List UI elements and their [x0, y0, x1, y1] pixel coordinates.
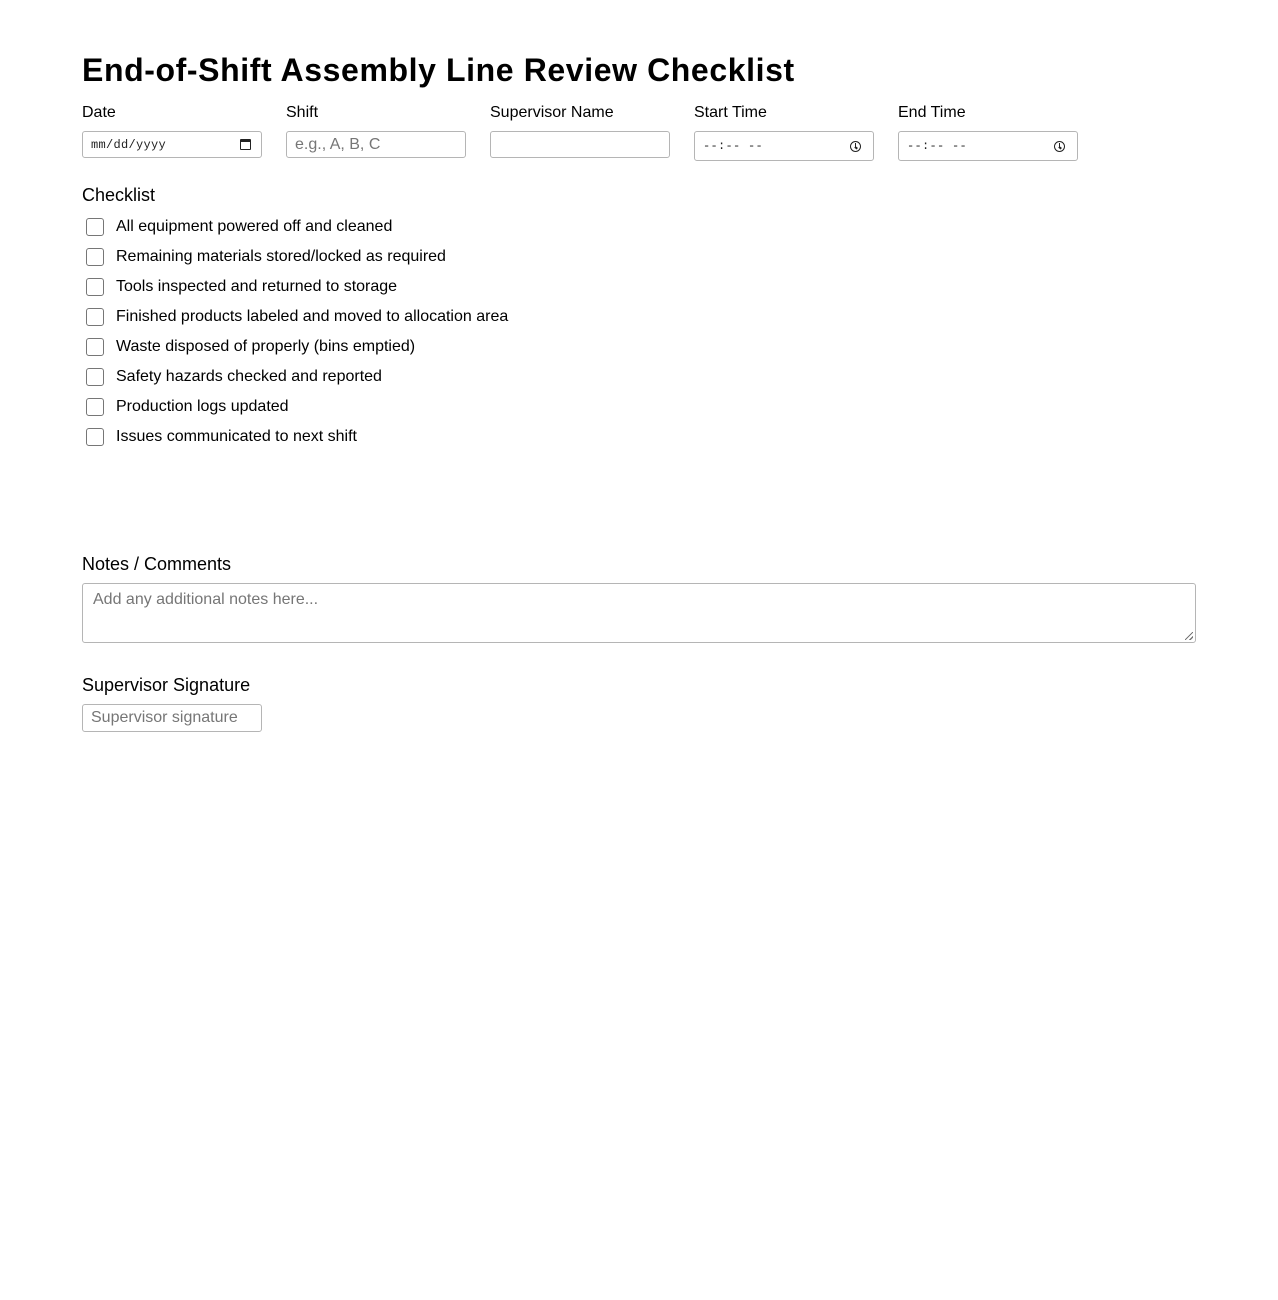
- supervisor-name-field-group: [490, 104, 670, 161]
- checklist-item-label[interactable]: Waste disposed of properly (bins emptied): [116, 338, 416, 355]
- checklist-item-label[interactable]: Issues communicated to next shift: [116, 428, 357, 445]
- end-time-field-group: [898, 104, 1078, 161]
- checklist-item-label[interactable]: Tools inspected and returned to storage: [116, 278, 398, 295]
- shift-placeholder: e.g., A, B, C: [295, 135, 381, 153]
- supervisor-name-input[interactable]: [490, 131, 670, 158]
- resize-handle-icon[interactable]: [1185, 632, 1193, 640]
- checklist-item-label[interactable]: All equipment powered off and cleaned: [116, 218, 393, 235]
- checklist-item-label[interactable]: Safety hazards checked and reported: [116, 368, 382, 385]
- checkbox[interactable]: [86, 428, 104, 446]
- notes-heading: Notes / Comments: [82, 554, 232, 574]
- checkbox[interactable]: [86, 338, 104, 356]
- end-time-label: End Time: [898, 104, 966, 121]
- checklist: [86, 207, 508, 457]
- clock-icon[interactable]: [1054, 141, 1065, 152]
- notes-textarea[interactable]: [82, 583, 1196, 643]
- header-fields: [82, 104, 1102, 161]
- start-time-field-group: [694, 104, 874, 161]
- start-time-value: --:-- --: [703, 139, 764, 153]
- checkbox[interactable]: [86, 398, 104, 416]
- calendar-icon[interactable]: [240, 139, 251, 150]
- shift-input[interactable]: [286, 131, 466, 158]
- checklist-heading: Checklist: [82, 185, 156, 205]
- signature-placeholder: Supervisor signature: [91, 709, 238, 726]
- date-field-group: [82, 104, 262, 161]
- start-time-input[interactable]: [694, 131, 874, 161]
- checkbox[interactable]: [86, 308, 104, 326]
- end-time-input[interactable]: [898, 131, 1078, 161]
- notes-placeholder: Add any additional notes here...: [93, 591, 319, 608]
- page-title: End-of-Shift Assembly Line Review Checklist: [82, 52, 795, 88]
- checklist-item-label[interactable]: Remaining materials stored/locked as required: [116, 248, 446, 265]
- checklist-item-label[interactable]: Production logs updated: [116, 398, 289, 415]
- checkbox[interactable]: [86, 278, 104, 296]
- checklist-item[interactable]: [86, 417, 508, 457]
- date-value: mm/dd/yyyy: [91, 137, 167, 152]
- clock-icon[interactable]: [850, 141, 861, 152]
- checkbox[interactable]: [86, 248, 104, 266]
- checkbox[interactable]: [86, 218, 104, 236]
- end-time-value: --:-- --: [907, 139, 968, 153]
- signature-heading: Supervisor Signature: [82, 675, 251, 695]
- supervisor-name-label: Supervisor Name: [490, 104, 614, 121]
- checkbox[interactable]: [86, 368, 104, 386]
- shift-field-group: [286, 104, 466, 161]
- start-time-label: Start Time: [694, 104, 767, 121]
- checklist-item-label[interactable]: Finished products labeled and moved to allocation area: [116, 308, 509, 325]
- shift-label: Shift: [286, 104, 319, 121]
- signature-input[interactable]: [82, 704, 262, 732]
- date-label: Date: [82, 104, 116, 121]
- date-input[interactable]: [82, 131, 262, 158]
